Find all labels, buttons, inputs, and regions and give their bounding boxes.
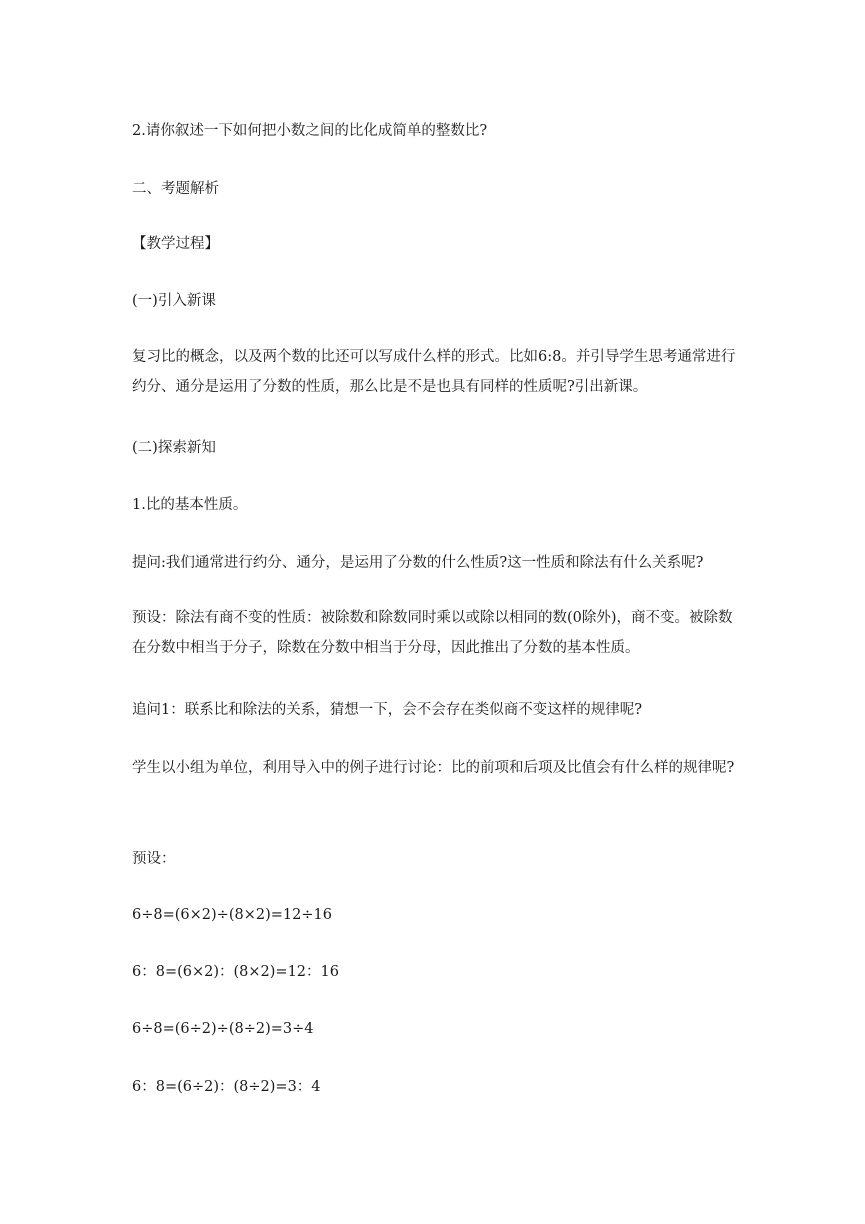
- equation-line-3: 6÷8=(6÷2)÷(8÷2)=3÷4: [132, 1021, 314, 1037]
- presupposition-paragraph: 预设：除法有商不变的性质：被除数和除数同时乘以或除以相同的数(0除外)，商不变。被除数在分数中相当于分子，除数在分数中相当于分母，因此推出了分数的基本性质。: [132, 610, 733, 656]
- question-paragraph: 提问:我们通常进行约分、通分，是运用了分数的什么性质?这一性质和除法有什么关系呢?: [132, 555, 704, 571]
- subsection-introduce-new-lesson: (一)引入新课: [132, 293, 216, 309]
- presupposition-label: 预设：: [132, 851, 176, 867]
- subsection-explore-new-knowledge: (二)探索新知: [132, 440, 216, 456]
- basic-property-heading: 1.比的基本性质。: [132, 497, 248, 513]
- follow-up-question-1: 追问1：联系比和除法的关系，猜想一下，会不会存在类似商不变这样的规律呢?: [132, 702, 642, 718]
- review-paragraph: 复习比的概念，以及两个数的比还可以写成什么样的形式。比如6:8。并引导学生思考通常进行约分、通分是运用了分数的性质，那么比是不是也具有同样的性质呢?引出新课。: [132, 349, 736, 395]
- section-heading-exam-analysis: 二、考题解析: [132, 181, 219, 197]
- equation-line-4: 6：8=(6÷2)：(8÷2)=3：4: [132, 1079, 321, 1095]
- teaching-process-heading: 【教学过程】: [132, 236, 219, 252]
- equation-line-2: 6：8=(6×2)：(8×2)=12：16: [132, 964, 339, 980]
- equation-line-1: 6÷8=(6×2)÷(8×2)=12÷16: [132, 907, 332, 923]
- question-2: 2.请你叙述一下如何把小数之间的比化成简单的整数比?: [132, 123, 488, 139]
- group-discussion-paragraph: 学生以小组为单位，利用导入中的例子进行讨论：比的前项和后项及比值会有什么样的规律呢?: [132, 760, 735, 776]
